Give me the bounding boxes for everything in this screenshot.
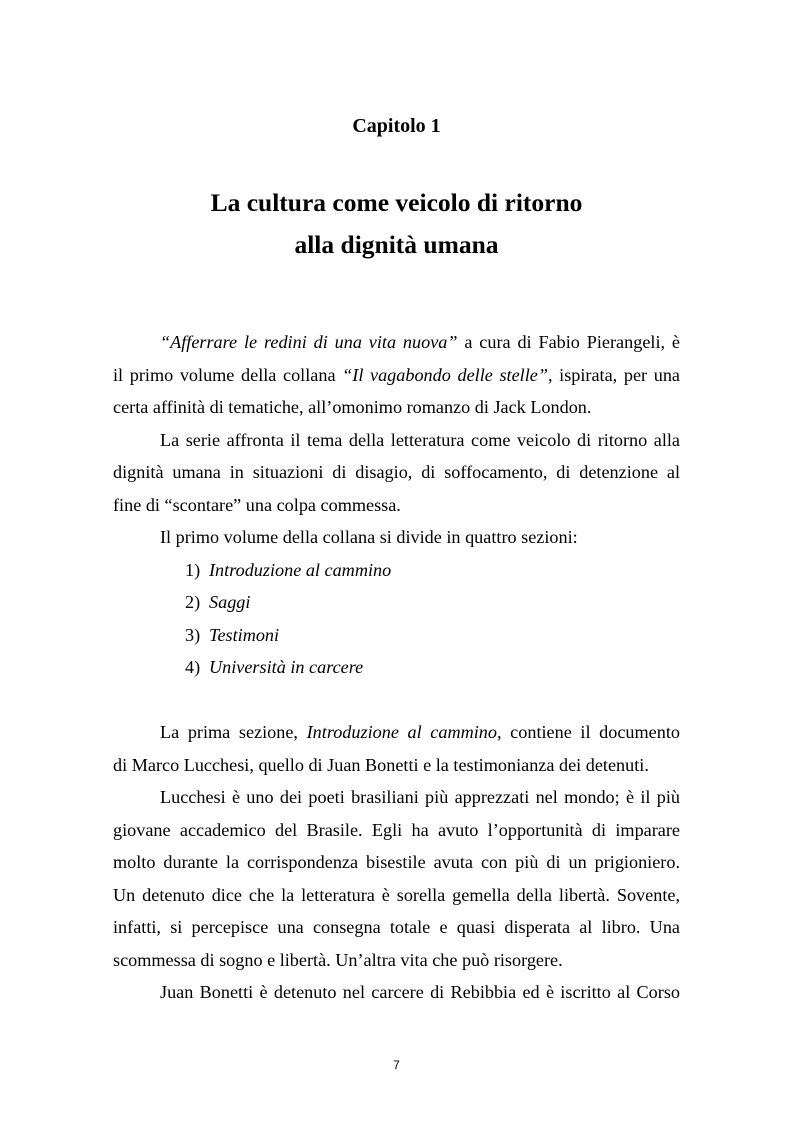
paragraph-line — [113, 359, 680, 392]
paragraph-line: infatti, si percepisce una consegna totale e quasi disperata al libro. Una — [113, 917, 680, 937]
list-number: 2) — [185, 592, 201, 612]
list-label: Università in carcere — [209, 657, 364, 677]
list-item — [113, 554, 680, 587]
page-number: 7 — [393, 1058, 400, 1072]
paragraph-intro — [113, 326, 680, 424]
paragraph-text: La prima sezione, — [160, 722, 307, 742]
list-number: 4) — [185, 657, 201, 677]
list-number: 1) — [185, 559, 201, 580]
chapter-title-line-1: La cultura come veicolo di ritorno — [210, 188, 583, 217]
paragraph-line: giovane accademico del Brasile. Egli ha avuto l’opportunità di imparare — [113, 819, 680, 840]
list-label: Introduzione al cammino — [209, 559, 392, 580]
paragraph-line: Juan Bonetti è detenuto nel carcere di Rebibbia ed è iscritto al Corso — [160, 982, 680, 1002]
paragraph-bonetti — [113, 976, 680, 1009]
chapter-title — [0, 182, 793, 266]
list-label: Testimoni — [209, 624, 280, 645]
paragraph-text: a cura di Fabio Pierangeli, è — [457, 332, 680, 352]
paragraph-line: fine di “scontare” una colpa commessa. — [113, 494, 401, 515]
paragraph-line — [113, 716, 680, 749]
chapter-title-line-2: alla dignità umana — [294, 230, 499, 259]
paragraph-volume — [113, 521, 680, 554]
paragraph-line: Lucchesi è uno dei poeti brasiliani più apprezzati nel mondo; è il più — [160, 787, 680, 807]
sections-list — [113, 554, 680, 684]
paragraph-line: Un detenuto dice che la letteratura è sorella gemella della libertà. Sovente, — [113, 884, 680, 905]
list-label: Saggi — [209, 592, 251, 612]
paragraph-line: La serie affronta il tema della letteratura come veicolo di ritorno alla — [160, 429, 680, 450]
paragraph-line: scommessa di sogno e libertà. Un’altra vita che può risorgere. — [113, 949, 563, 970]
list-item — [113, 586, 680, 619]
paragraph-first-section — [113, 716, 680, 781]
paragraph-line: dignità umana in situazioni di disagio, di soffocamento, di detenzione al — [113, 462, 680, 482]
spacer — [113, 684, 680, 717]
list-item — [113, 619, 680, 652]
series-title: “Il vagabondo delle stelle” — [342, 364, 548, 385]
paragraph-line: di Marco Lucchesi, quello di Juan Bonetti e la testimonianza dei detenuti. — [113, 754, 649, 775]
paragraph-lucchesi — [113, 781, 680, 976]
paragraph-line: molto durante la corrispondenza bisestile avuta con più di un prigioniero. — [113, 852, 680, 872]
list-item — [113, 651, 680, 684]
body-text — [113, 326, 680, 1009]
list-number: 3) — [185, 624, 201, 645]
paragraph-series — [113, 424, 680, 522]
paragraph-line: Il primo volume della collana si divide in quattro sezioni: — [160, 527, 578, 547]
paragraph-line — [113, 326, 680, 359]
paragraph-line: certa affinità di tematiche, all’omonimo romanzo di Jack London. — [113, 397, 592, 417]
chapter-label: Capitolo 1 — [352, 115, 441, 137]
paragraph-text: il primo volume della collana — [113, 364, 343, 385]
quote-title: “Afferrare le redini di una vita nuova” — [160, 332, 458, 352]
paragraph-text: , contiene il documento — [497, 722, 680, 742]
paragraph-text: , ispirata, per una — [547, 364, 680, 385]
section-title: Introduzione al cammino — [306, 722, 497, 742]
